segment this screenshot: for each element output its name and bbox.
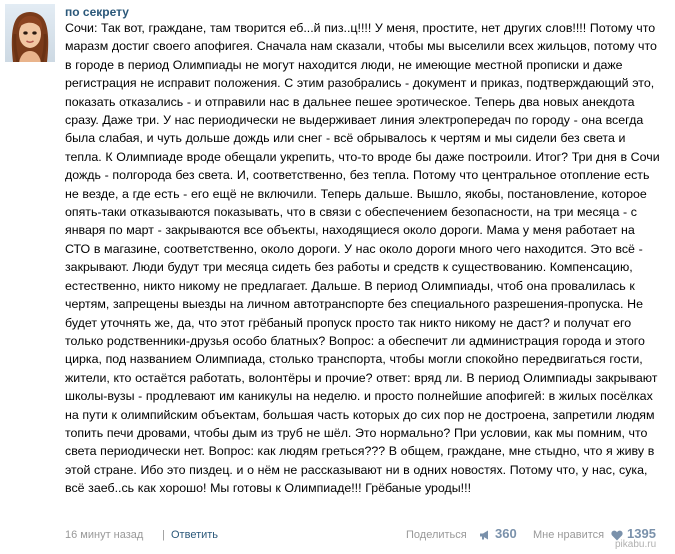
post-footer [65,527,663,543]
site-watermark: pikabu.ru [615,539,657,550]
post-timestamp[interactable]: 16 минут назад [65,529,144,541]
author-name-link[interactable]: по секрету [65,5,129,19]
share-button[interactable]: Поделиться [406,529,467,541]
share-count: 360 [495,526,517,541]
like-button[interactable]: Мне нравится [533,529,605,541]
like-count: 1395 [627,526,656,541]
avatar-image [5,4,55,62]
footer-separator: | [162,529,165,541]
reply-link[interactable]: Ответить [171,529,219,541]
post-text: Сочи: Так вот, граждане, там творится еб...й пиз..ц!!!! У меня, простите, нет других слов!!!! Потому что маразм достиг своего апофигея. Сначала нам сказали, чтобы мы выселили всех жильцов, потому что в городе в период Олимпиады не могут находится люди, не имеющие местной прописки и даже регистрация не исправит положения. С этим разобрались - документ и приказ, подтверждающий это, показать отказались - и отправили нас в дальнее пешее эротическое. Теперь два новых анекдота сразу. Даже три. У нас периодически не выдерживает линия электропередач по городу - она всегда была слабая, и чуть дольше дождь или снег - всё обрывалось к чертям и мы сидели без света и тепла. К Олимпиаде вроде обещали укрепить, что-то вроде бы даже построили. Итог? Три дня в Сочи дождь - полгорода без света. И, соответственно, без тепла. Потому что центральное отопление есть не везде, а где есть - его ещё не включили. Теперь дальше. Вышло, якобы, постановление, которое опять-таки отказываются показывать, что в связи с обеспечением безопасности, на три месяца - с января по март - закрываются все объекты, находящиеся около дороги. Мама у меня работает на СТО в магазине, соответственно, около дороги. У нас около дороги много чего находится. Это всё - закрывают. Люди будут три месяца сидеть без работы и средств к существованию. Компенсацию, естественно, никто никому не предлагает. Дальше. В период Олимпиады, чтоб она провалилась к чертям, запрещены выезды на личном автотранспорте без специального разрешения-пропуска. Не будет уточнять же, да, что этот грёбаный пропуск просто так никто никому не даст? и получат его только родственники-друзья особо блатных? Вопрос: а обеспечит ли администрация города и этого цирка, под названием Олимпиада, столько транспорта, чтобы могли спокойно передвигаться гости, жители, кто остаётся работать, волонтёры и прочие? ответ: вряд ли. В период Олимпиады закрывают школы-вузы - продлевают им каникулы на неделю. и просто полнейшие апофигей: в жилых посёлках на пути к олимпийским объектам, большая часть которых до сих пор не достроена, запретили людям топить печи дровами, чтобы дым из труб не шёл. Это нормально? При условии, как мы помним, что света периодически нет. Вопрос: как людям греться??? В общем, граждане, мне стыдно, что я живу в этой стране. Ибо это пиздец. и о нём не рассказывают ни в одних новостях. Потому что, у нас, сука, всё заеб..сь как хорошо! Мы готовы к Олимпиаде!!! Грёбаные уроды!!! [65,21,660,496]
megaphone-icon[interactable] [479,530,491,540]
author-avatar[interactable] [5,4,55,62]
